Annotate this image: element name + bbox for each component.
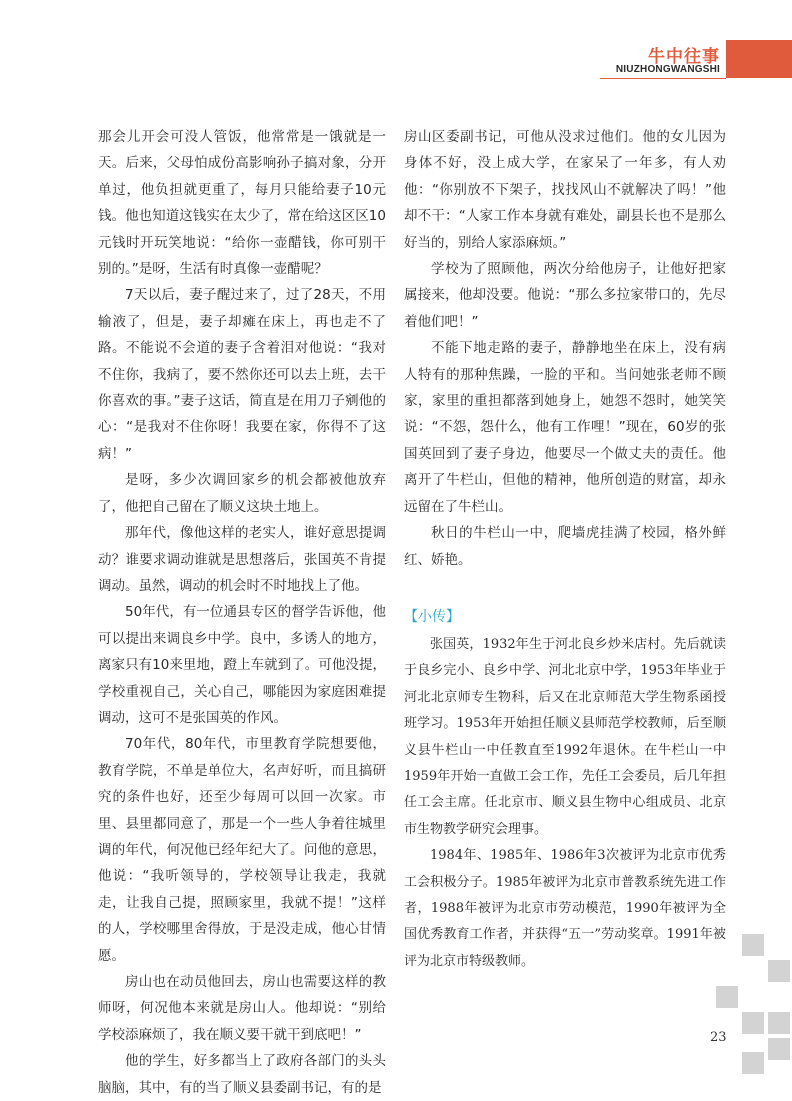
deco-square <box>742 1012 764 1034</box>
deco-square <box>742 934 764 956</box>
bio-paragraph: 1984年、1985年、1986年3次被评为北京市优秀工会积极分子。1985年被评为北京市普教系统先进工作者，1988年被评为北京市劳动模范，1990年被评为全国优秀教育工作者，并获得“五一”劳动奖章。1991年被评为北京市特级教师。 <box>404 848 726 969</box>
section-title: 牛中往事 <box>648 47 720 67</box>
paragraph: 秋日的牛栏山一中，爬墙虎挂满了校园，格外鲜红、娇艳。 <box>404 525 726 568</box>
deco-square <box>768 1012 790 1034</box>
paragraph: 7天以后，妻子醒过来了，过了28天，不用输液了，但是，妻子却瘫在床上，再也走不了路。不能说不会道的妻子含着泪对他说：“我对不住你，我病了，要不然你还可以去上班，去干你喜欢的事。”妻子这话，简直是在用刀子剜他的心：“是我对不住你呀！我要在家，你得不了这病！” <box>98 287 386 462</box>
deco-square <box>768 1038 790 1060</box>
header-accent-block <box>726 40 792 78</box>
page-header <box>0 0 792 80</box>
paragraph: 50年代，有一位通县专区的督学告诉他，他可以提出来调良乡中学。良中，多诱人的地方，离家只有10来里地，蹬上车就到了。可他没提，学校重视自己，关心自己，哪能因为家庭困难提调动，这可不是张国英的作风。 <box>98 604 386 726</box>
paragraph: 那年代，像他这样的老实人，谁好意思提调动？谁要求调动谁就是思想落后，张国英不肯提调动。虽然，调动的机会时不时地找上了他。 <box>98 525 386 594</box>
bio-heading: 【小传】 <box>404 609 460 625</box>
left-column <box>98 124 386 1101</box>
paragraph: 他的学生，好多都当上了政府各部门的头头脑脑，其中，有的当了顺义县委副书记，有的是 <box>98 1053 386 1096</box>
section-subtitle: NIUZHONGWANGSHI <box>615 64 720 75</box>
bio-paragraph: 张国英，1932年生于河北良乡炒米店村。先后就读于良乡完小、良乡中学、河北北京中学，1953年毕业于河北北京师专生物科，后又在北京师范大学生物系函授班学习。1953年开始担任顺义县师范学校教师，后至顺义县牛栏山一中任教直至1992年退休。在牛栏山一中1959年开始一直做工会工作，先任工会委员，后几年担任工会主席。任北京市、顺义县生物中心组成员、北京市生物教学研究会理事。 <box>404 637 726 837</box>
deco-square <box>768 960 790 982</box>
paragraph: 是呀，多少次调回家乡的机会都被他放弃了，他把自己留在了顺义这块土地上。 <box>98 472 386 515</box>
paragraph: 70年代，80年代，市里教育学院想要他，教育学院，不单是单位大，名声好听，而且搞研究的条件也好，还至少每周可以回一次家。市里、县里都同意了，那是一个一些人争着往城里调的年代，何况他已经年纪大了。问他的意思，他说：“我听领导的，学校领导让我走，我就走，让我自己提，照顾家里，我就不提！”这样的人，学校哪里舍得放，于是没走成，他心甘情愿。 <box>98 736 386 964</box>
header-rule <box>600 78 726 79</box>
paragraph: 房山也在动员他回去，房山也需要这样的教师呀，何况他本来就是房山人。他却说：“别给学校添麻烦了，我在顺义要干就干到底吧！” <box>98 974 386 1043</box>
paragraph: 房山区委副书记，可他从没求过他们。他的女儿因为身体不好，没上成大学，在家呆了一年多，有人劝他：“你别放不下架子，找找风山不就解决了吗！”他却不干：“人家工作本身就有难处，副县长也不是那么好当的，别给人家添麻烦。” <box>404 129 726 251</box>
deco-square <box>716 986 738 1008</box>
paragraph: 学校为了照顾他，两次分给他房子，让他好把家属接来，他却没要。他说：“那么多拉家带口的，先尽着他们吧！” <box>404 261 726 330</box>
bio-section <box>404 632 726 975</box>
right-column <box>404 124 726 573</box>
paragraph: 那会儿开会可没人管饭，他常常是一饿就是一天。后来，父母怕成份高影响孙子搞对象，分开单过，他负担就更重了，每月只能给妻子10元钱。他也知道这钱实在太少了，常在给这区区10元钱时开玩笑地说：“给你一壶醋钱，你可别干别的。”是呀，生活有时真像一壶醋呢？ <box>98 129 386 278</box>
deco-square <box>742 1052 764 1074</box>
paragraph: 不能下地走路的妻子，静静地坐在床上，没有病人特有的那种焦躁，一脸的平和。当问她张老师不顾家，家里的重担都落到她身上，她怨不怨时，她笑笑说：“不怨，怨什么，他有工作哩！”现在，60岁的张国英回到了妻子身边，他要尽一个做丈夫的责任。他离开了牛栏山，但他的精神，他所创造的财富，却永远留在了牛栏山。 <box>404 340 726 515</box>
page-number: 23 <box>710 1030 727 1045</box>
